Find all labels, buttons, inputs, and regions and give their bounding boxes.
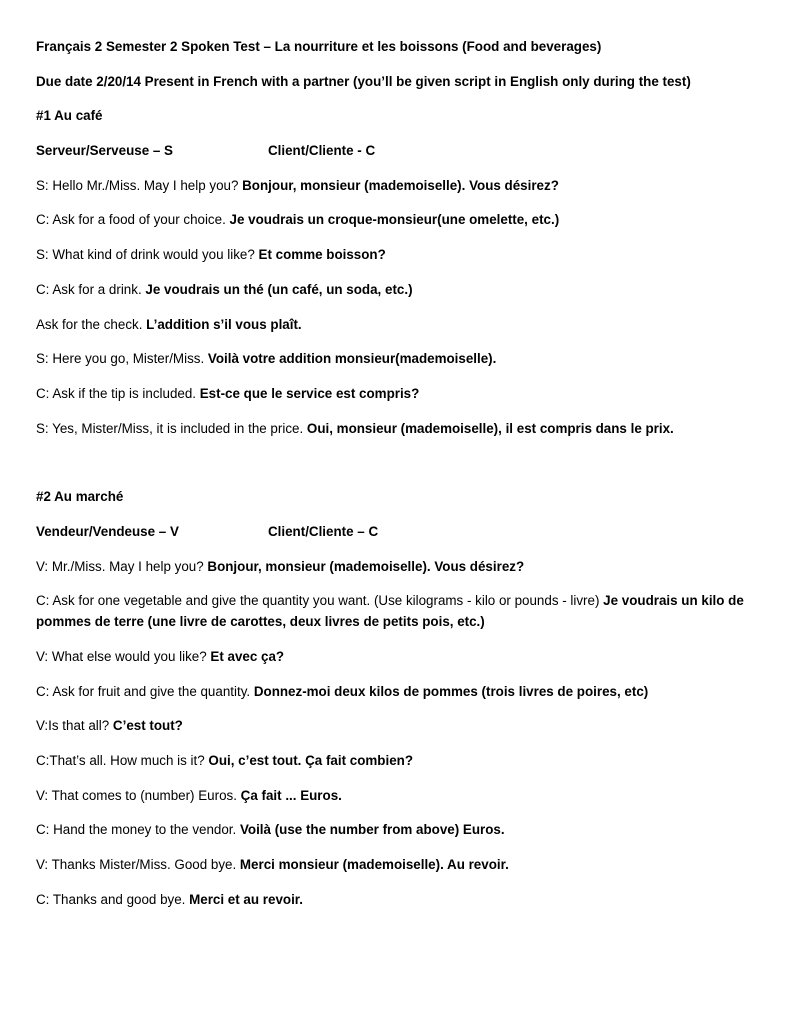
dialogue-line: S: Here you go, Mister/Miss. Voilà votre addition monsieur(mademoiselle). xyxy=(36,351,497,367)
dialogue-line: C: Ask for one vegetable and give the quantity you want. (Use kilograms - kilo or pounds - livre) Je voudrais un kilo de pommes de terre (une livre de carottes, deux livres de petits pois, etc.) xyxy=(36,593,744,630)
role-server: Serveur/Serveuse – S xyxy=(36,143,173,159)
section-1-roles xyxy=(36,140,756,161)
section-2-dialogue xyxy=(36,556,756,910)
dialogue-line: V: What else would you like? Et avec ça? xyxy=(36,649,285,664)
section-2-heading: #2 Au marché xyxy=(36,489,124,505)
dialogue-line: V: Mr./Miss. May I help you? Bonjour, monsieur (mademoiselle). Vous désirez? xyxy=(36,558,525,574)
dialogue-line: S: Yes, Mister/Miss, it is included in the price. Oui, monsieur (mademoiselle), il est compris dans le prix. xyxy=(36,420,674,436)
dialogue-line: V: That comes to (number) Euros. Ça fait ... Euros. xyxy=(36,787,342,803)
dialogue-line: S: Hello Mr./Miss. May I help you? Bonjour, monsieur (mademoiselle). Vous désirez? xyxy=(36,177,559,193)
dialogue-line: Ask for the check. L’addition s’il vous plaît. xyxy=(36,316,302,332)
dialogue-line: V:Is that all? C’est tout? xyxy=(36,718,183,734)
document-title: Français 2 Semester 2 Spoken Test – La nourriture et les boissons (Food and beverages) xyxy=(36,39,602,54)
due-date-line: Due date 2/20/14 Present in French with a partner (you’ll be given script in English only during the test) xyxy=(36,73,691,89)
dialogue-line: V: Thanks Mister/Miss. Good bye. Merci monsieur (mademoiselle). Au revoir. xyxy=(36,857,509,873)
section-2-roles xyxy=(36,521,756,542)
dialogue-line: C: Hand the money to the vendor. Voilà (use the number from above) Euros. xyxy=(36,822,505,838)
section-1-dialogue xyxy=(36,175,756,439)
role-vendor: Vendeur/Vendeuse – V xyxy=(36,523,179,539)
role-client: Client/Cliente - C xyxy=(268,143,376,159)
section-1-heading: #1 Au café xyxy=(36,108,103,124)
dialogue-line: C: Ask for fruit and give the quantity. Donnez-moi deux kilos de pommes (trois livres de poires, etc) xyxy=(36,683,649,699)
dialogue-line: C: Ask for a food of your choice. Je voudrais un croque-monsieur(une omelette, etc.) xyxy=(36,212,560,228)
dialogue-line: S: What kind of drink would you like? Et comme boisson? xyxy=(36,247,386,263)
dialogue-line: C: Thanks and good bye. Merci et au revoir. xyxy=(36,891,303,907)
section-spacer xyxy=(36,452,756,486)
document-page xyxy=(36,36,756,924)
dialogue-line: C: Ask if the tip is included. Est-ce que le service est compris? xyxy=(36,385,420,401)
dialogue-line: C:That’s all. How much is it? Oui, c’est tout. Ça fait combien? xyxy=(36,753,414,769)
dialogue-line: C: Ask for a drink. Je voudrais un thé (un café, un soda, etc.) xyxy=(36,281,413,297)
role-client: Client/Cliente – C xyxy=(268,523,379,539)
